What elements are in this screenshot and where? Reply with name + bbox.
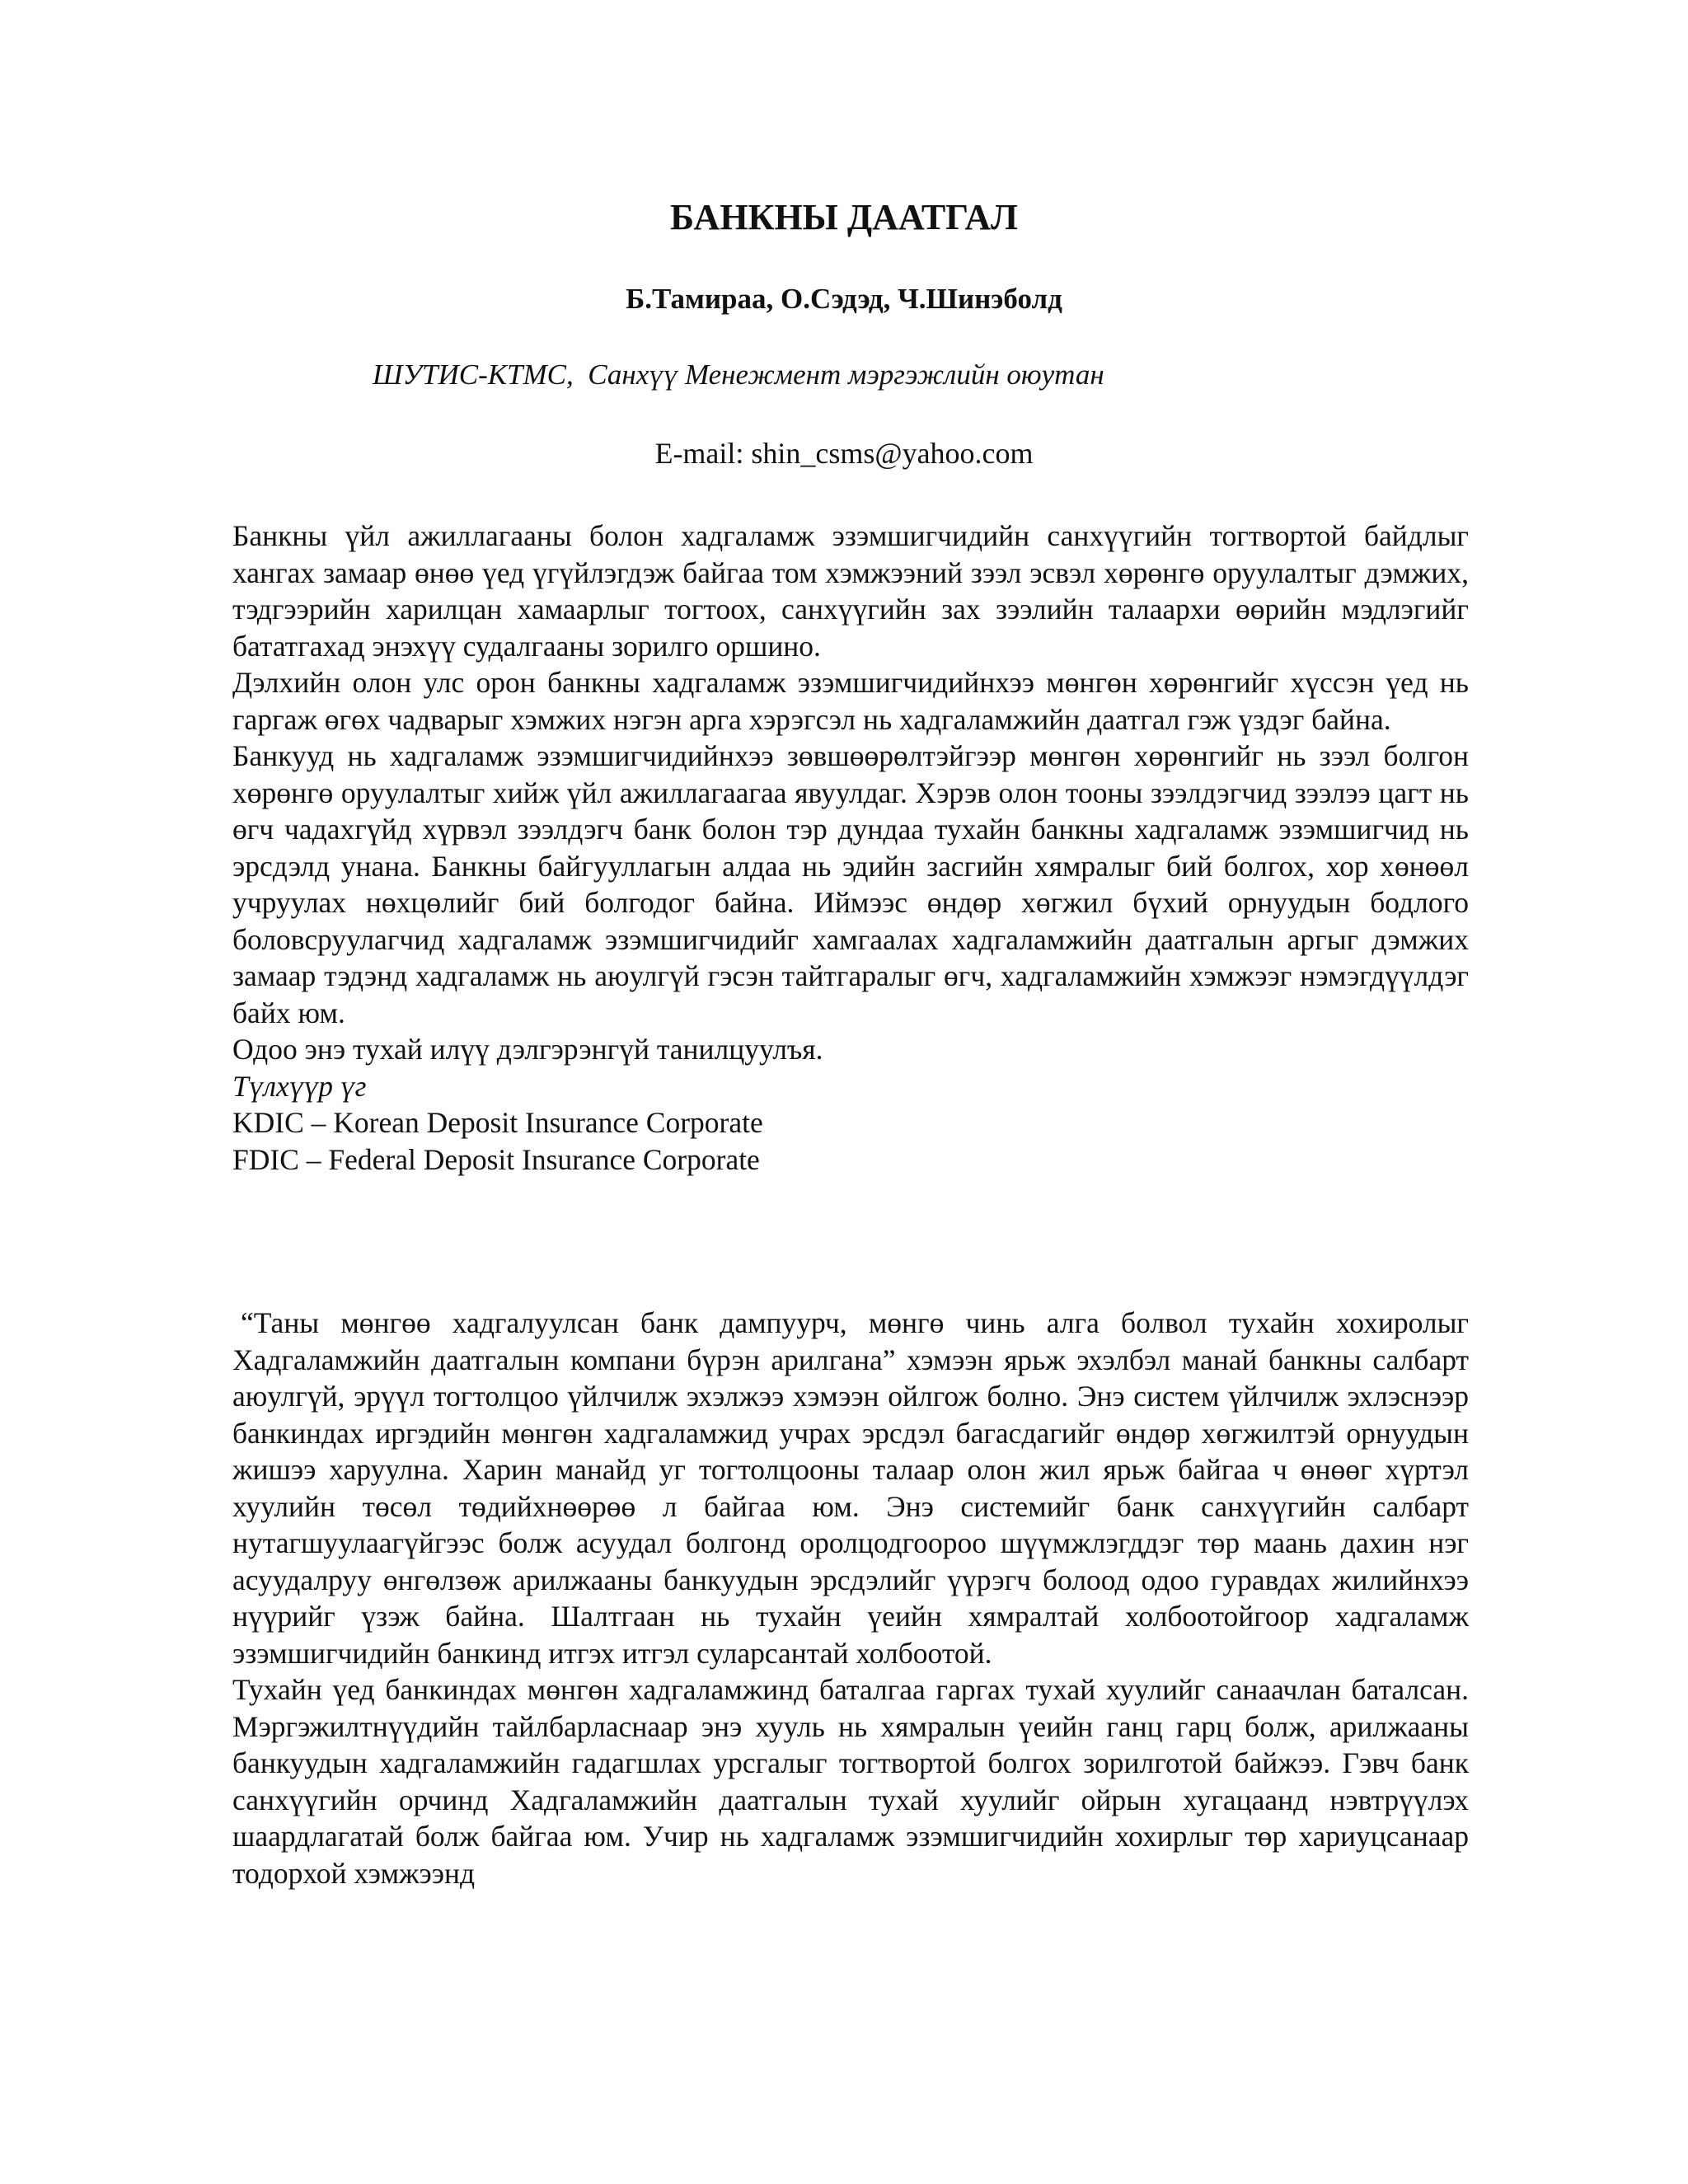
authors-line: Б.Тамираа, О.Сэдэд, Ч.Шинэболд [626,283,1062,315]
email-line: E-mail: shin_csms@yahoo.com [654,437,1034,470]
abstract-section [232,518,1469,1178]
keywords-heading: Түлхүүр үг [232,1069,367,1103]
keyword-item: FDIC – Federal Deposit Insurance Corporate [232,1142,760,1176]
abstract-paragraph: Одоо энэ тухай илүү дэлгэрэнгүй танилцуулъя. [232,1033,823,1066]
main-section [232,1305,1469,1891]
abstract-paragraph: Дэлхийн олон улс орон банкны хадгаламж эзэмшигчидийнхээ мөнгөн хөрөнгийг хүссэн үед нь гаргаж өгөх чадварыг хэмжих нэгэн арга хэрэгсэл нь хадгаламжийн даатгал гэж үздэг байна. [232,666,1469,736]
keyword-item: KDIC – Korean Deposit Insurance Corporate [232,1106,763,1139]
affiliation-line: ШУТИС-КТМС, Санхүү Менежмент мэргэжлийн оюутан [373,359,1104,391]
body-paragraph: Тухайн үед банкиндах мөнгөн хадгаламжинд баталгаа гаргах тухай хуулийг санаачлан баталсан. Мэргэжилтнүүдийн тайлбарласнаар энэ хууль нь хямралын үеийн ганц гарц болж, арилжааны банкуудын хадгаламжийн гадагшлах урсгалыг тогтвортой болгох зорилготой байжээ. Гэвч банк санхүүгийн орчинд Хадгаламжийн даатгалын тухай хуулийг ойрын хугацаанд нэвтрүүлэх шаардлагатай болж байгаа юм. Учир нь хадгаламж эзэмшигчидийн хохирлыг төр хариуцсанаар тодорхой хэмжээнд [232,1673,1469,1890]
abstract-paragraph: Банкууд нь хадгаламж эзэмшигчидийнхээ зөвшөөрөлтэйгээр мөнгөн хөрөнгийг нь зээл болгон хөрөнгө оруулалтыг хийж үйл ажиллагаагаа явуулдаг. Хэрэв олон тооны зээлдэгчид зээлээ цагт нь өгч чадахгүйд хүрвэл зээлдэгч банк болон тэр дундаа тухайн банкны хадгаламж эзэмшигчид нь эрсдэлд унана. Банкны байгууллагын алдаа нь эдийн засгийн хямралыг бий болгох, хор хөнөөл учруулах нөхцөлийг бий болгодог байна. Иймээс өндөр хөгжил бүхий орнуудын бодлого боловсруулагчид хадгаламж эзэмшигчидийг хамгаалах хадгаламжийн даатгалын аргыг дэмжих замаар тэдэнд хадгаламж нь аюулгүй гэсэн тайтгаралыг өгч, хадгаламжийн хэмжээг нэмэгдүүлдэг байх юм. [232,739,1469,1029]
abstract-paragraph: Банкны үйл ажиллагааны болон хадгаламж эзэмшигчидийн санхүүгийн тогтвортой байдлыг хангах замаар өнөө үед үгүйлэгдэж байгаа том хэмжээний зээл эсвэл хөрөнгө оруулалтыг дэмжих, тэдгээрийн харилцан хамаарлыг тогтоох, санхүүгийн зах зээлийн талаархи өөрийн мэдлэгийг бататгахад энэхүү судалгааны зорилго оршино. [232,519,1469,663]
body-paragraph: “Таны мөнгөө хадгалуулсан банк дампуурч, мөнгө чинь алга болвол тухайн хохиролыг Хадгаламжийн даатгалын компани бүрэн арилгана” хэмээн ярьж эхэлбэл манай банкны салбарт аюулгүй, эрүүл тогтолцоо үйлчилж эхэлжээ хэмээн ойлгож болно. Энэ систем үйлчилж эхлэснээр банкиндах иргэдийн мөнгөн хадгаламжид учрах эрсдэл багасдагийг өндөр хөгжилтэй орнуудын жишээ харуулна. Харин манайд уг тогтолцооны талаар олон жил ярьж байгаа ч өнөөг хүртэл хуулийн төсөл төдийхнөөрөө л байгаа юм. Энэ системийг банк санхүүгийн салбарт нутагшуулаагүйгээс болж асуудал болгонд оролцодгоороо шүүмжлэгддэг төр маань дахин нэг асуудалруу өнгөлзөж арилжааны банкуудын эрсдэлийг үүрэгч болоод одоо гуравдах жилийнхээ нүүрийг үзэж байна. Шалтгаан нь тухайн үеийн хямралтай холбоотойгоор хадгаламж эзэмшигчидийн банкинд итгэх итгэл суларсантай холбоотой. [232,1306,1469,1670]
document-title: БАНКНЫ ДААТГАЛ [670,197,1018,237]
